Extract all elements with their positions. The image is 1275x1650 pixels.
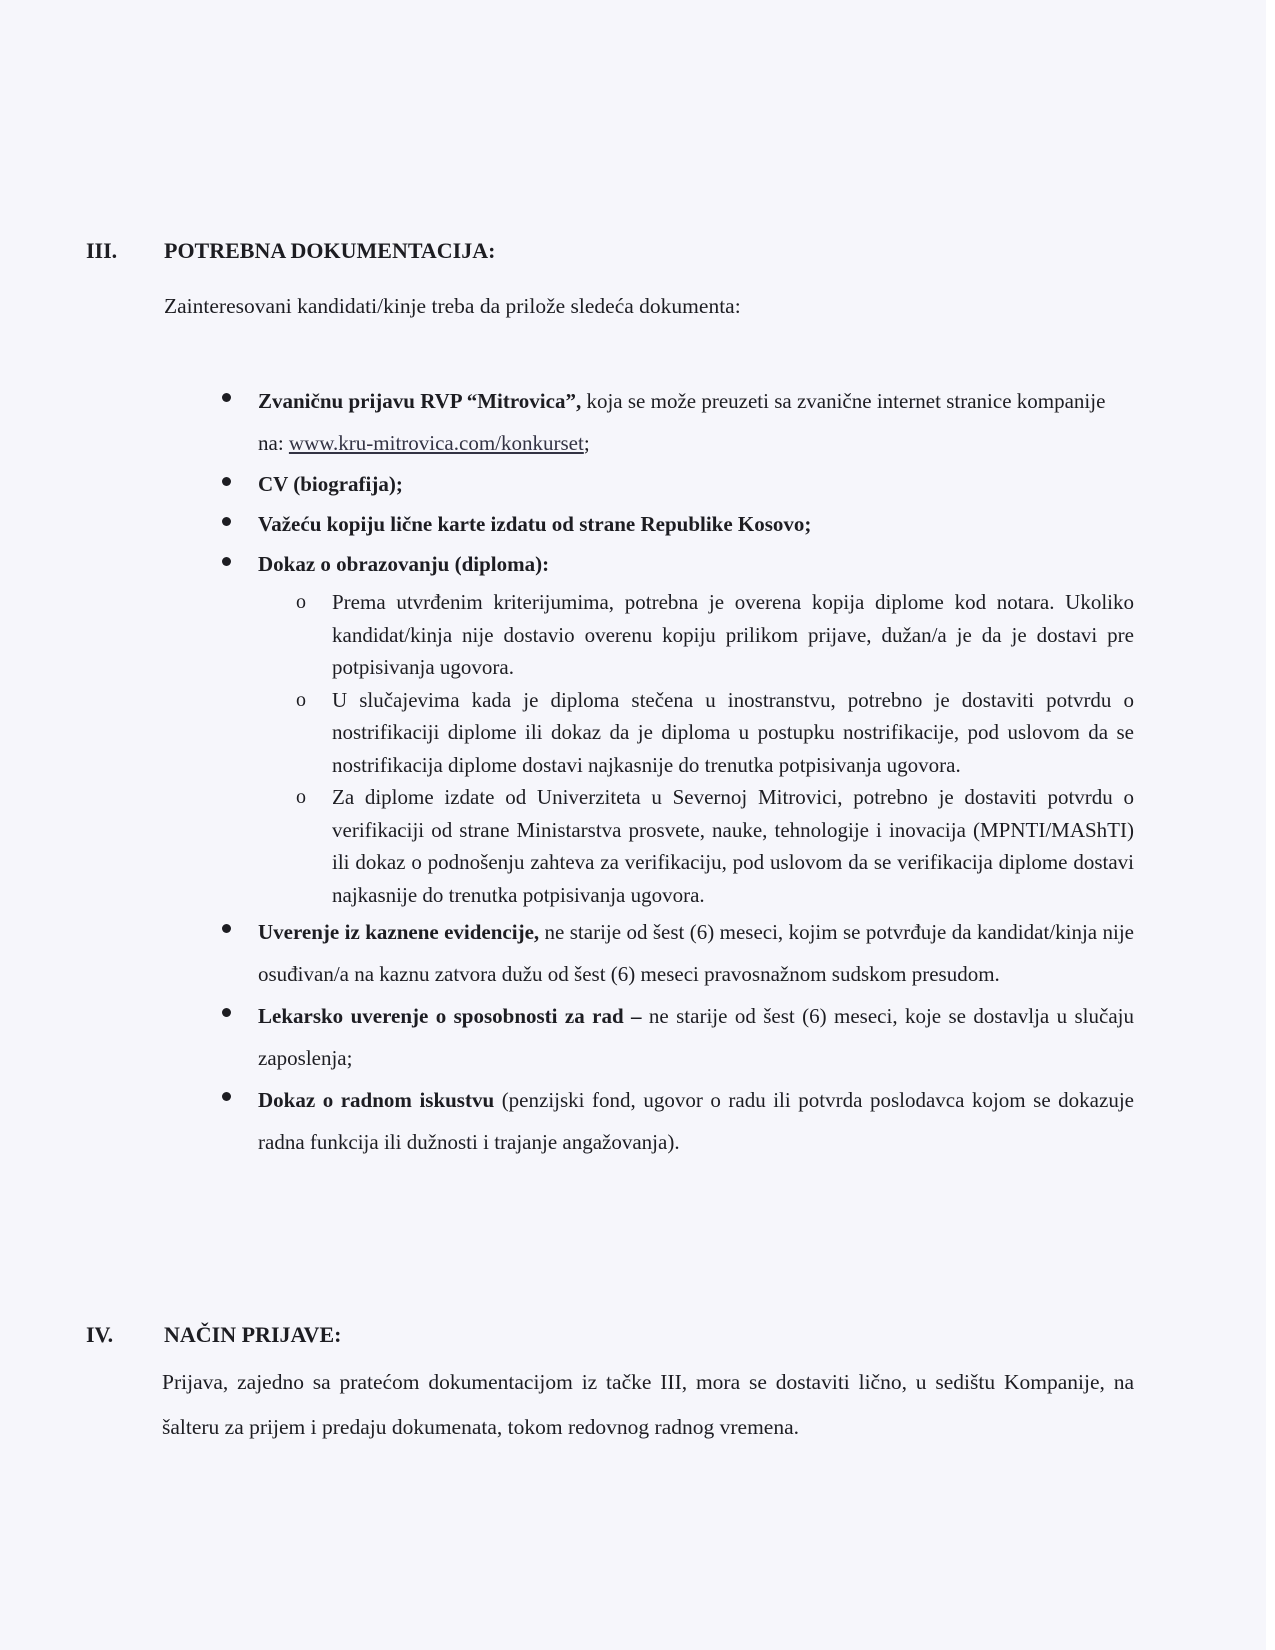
section-3-number: III. [86, 238, 118, 263]
bullet-icon [222, 517, 231, 526]
item-text: ne starije od šest (6) meseci, koje se dostavlja u slučaju zaposlenja; [258, 1004, 1134, 1070]
bullet-icon [222, 557, 231, 566]
circle-bullet-icon: o [296, 786, 306, 808]
sublist-item-notary-copy [258, 586, 1134, 684]
item-text: (penzijski fond, ugovor o radu ili potvrda poslodavca kojom se dokazuje radna funkcija ili dužnosti i trajanje angažovanja). [258, 1088, 1134, 1154]
list-item-criminal-record [222, 911, 1134, 995]
item-text: ne starije od šest (6) meseci, kojim se potvrđuje da kandidat/kinja nije osuđivan/a na kaznu zatvora dužu od šest (6) meseci pravosnažnom sudskom presudom. [258, 920, 1134, 986]
page-edge [1266, 0, 1275, 1650]
item-bold: Lekarsko uverenje o sposobnosti za rad – [258, 1004, 642, 1028]
bullet-icon [222, 477, 231, 486]
circle-bullet-icon: o [296, 688, 306, 711]
item-text: koja se može preuzeti sa zvanične internet stranice kompanije na: [258, 389, 1106, 455]
section-4-title: NAČIN PRIJAVE: [164, 1322, 342, 1347]
education-sublist [258, 586, 1134, 911]
list-item-id-card [222, 504, 1134, 544]
item-bold: Važeću kopiju lične karte izdatu od strane Republike Kosovo; [258, 512, 812, 536]
list-item-medical-certificate [222, 995, 1134, 1079]
circle-bullet-icon: o [296, 591, 306, 613]
sublist-text: Za diplome izdate od Univerziteta u Severnoj Mitrovici, potrebno je dostaviti potvrdu o verifikaciji od strane Ministarstva prosvete, nauke, tehnologije i inovacija (MPNTI/MAShTI) ili dokaz o podnošenju zahteva za verifikaciju, pod uslovom da se verifikacija diplome dostavi najkasnije do trenutka potpisivanja ugovora. [332, 785, 1134, 907]
section-3-heading [86, 238, 495, 264]
bullet-icon [222, 924, 231, 933]
item-bold: Uverenje iz kaznene evidencije, [258, 920, 540, 944]
section-4-number: IV. [86, 1322, 114, 1347]
section-4-body: Prijava, zajedno sa pratećom dokumentacijom iz tačke III, mora se dostaviti lično, u sedištu Kompanije, na šalteru za prijem i predaju dokumenata, tokom redovnog radnog vremena. [162, 1370, 1134, 1439]
list-item-cv [222, 464, 1134, 504]
sublist-text: Prema utvrđenim kriterijumima, potrebna je overena kopija diplome kod notara. Ukoliko kandidat/kinja nije dostavio overenu kopiju prilikom prijave, dužan/a je da je dostavi pre potpisivanja ugovora. [332, 590, 1134, 679]
bullet-icon [222, 1008, 231, 1017]
section-4-heading [86, 1322, 341, 1348]
section-3-title: POTREBNA DOKUMENTACIJA: [164, 238, 496, 263]
item-bold: CV (biografija); [258, 472, 403, 496]
item-tail: ; [583, 431, 590, 455]
konkurs-link[interactable]: www.kru-mitrovica.com/konkurset [288, 431, 584, 455]
item-bold: Dokaz o radnom iskustvu [258, 1088, 495, 1112]
sublist-item-nostrification [258, 684, 1134, 782]
list-item-work-experience [222, 1079, 1134, 1163]
sublist-item-verification [258, 781, 1134, 911]
section-3-intro: Zainteresovani kandidati/kinje treba da prilože sledeća dokumenta: [164, 294, 741, 318]
sublist-text: U slučajevima kada je diploma stečena u inostranstvu, potrebno je dostaviti potvrdu o nostrifikaciji diplome ili dokaz da je diploma u postupku nostrifikacije, pod uslovom da se nostrifikacija diplome dostavi najkasnije do trenutka potpisivanja ugovora. [332, 687, 1134, 777]
bullet-icon [222, 1092, 231, 1101]
item-bold: Dokaz o obrazovanju (diploma): [258, 552, 550, 576]
item-bold: Zvaničnu prijavu RVP “Mitrovica”, [258, 389, 582, 413]
bullet-icon [222, 393, 231, 402]
list-item-official-application [222, 380, 1134, 464]
documents-list [222, 380, 1134, 1163]
list-item-education [222, 544, 1134, 911]
